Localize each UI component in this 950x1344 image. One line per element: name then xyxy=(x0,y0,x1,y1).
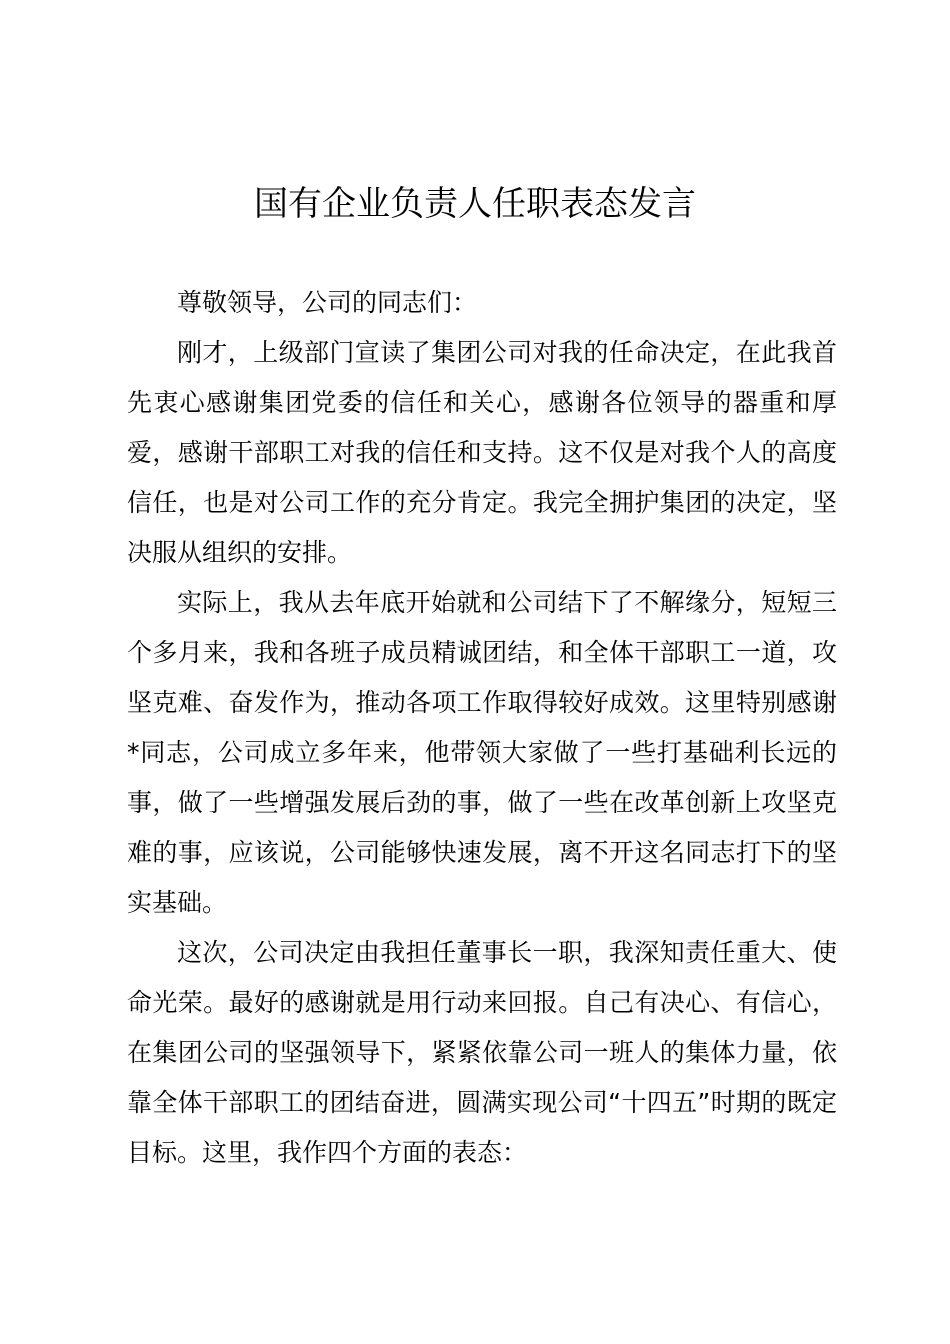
paragraph-1: 刚才，上级部门宣读了集团公司对我的任命决定，在此我首先衷心感谢集团党委的信任和关心，感谢各位领导的器重和厚爱，感谢干部职工对我的信任和支持。这不仅是对我个人的高度信任，也是对公司工作的充分肯定。我完全拥护集团的决定，坚决服从组织的安排。 xyxy=(127,338,837,567)
paragraph-3: 这次，公司决定由我担任董事长一职，我深知责任重大、使命光荣。最好的感谢就是用行动来回报。自己有决心、有信心，在集团公司的坚强领导下，紧紧依靠公司一班人的集体力量，依靠全体干部职工的团结奋进，圆满实现公司“十四五”时期的既定目标。这里，我作四个方面的表态： xyxy=(127,938,837,1167)
paragraph-2: 实际上，我从去年底开始就和公司结下了不解缘分，短短三个多月来，我和各班子成员精诚团结，和全体干部职工一道，攻坚克难、奋发作为，推动各项工作取得较好成效。这里特别感谢*同志，公司成立多年来，他带领大家做了一些打基础利长远的事，做了一些增强发展后劲的事，做了一些在改革创新上攻坚克难的事，应该说，公司能够快速发展，离不开这名同志打下的坚实基础。 xyxy=(127,588,837,917)
document-body xyxy=(127,278,837,1178)
document-title: 国有企业负责人任职表态发言 xyxy=(254,184,696,224)
salutation: 尊敬领导，公司的同志们： xyxy=(177,288,478,317)
